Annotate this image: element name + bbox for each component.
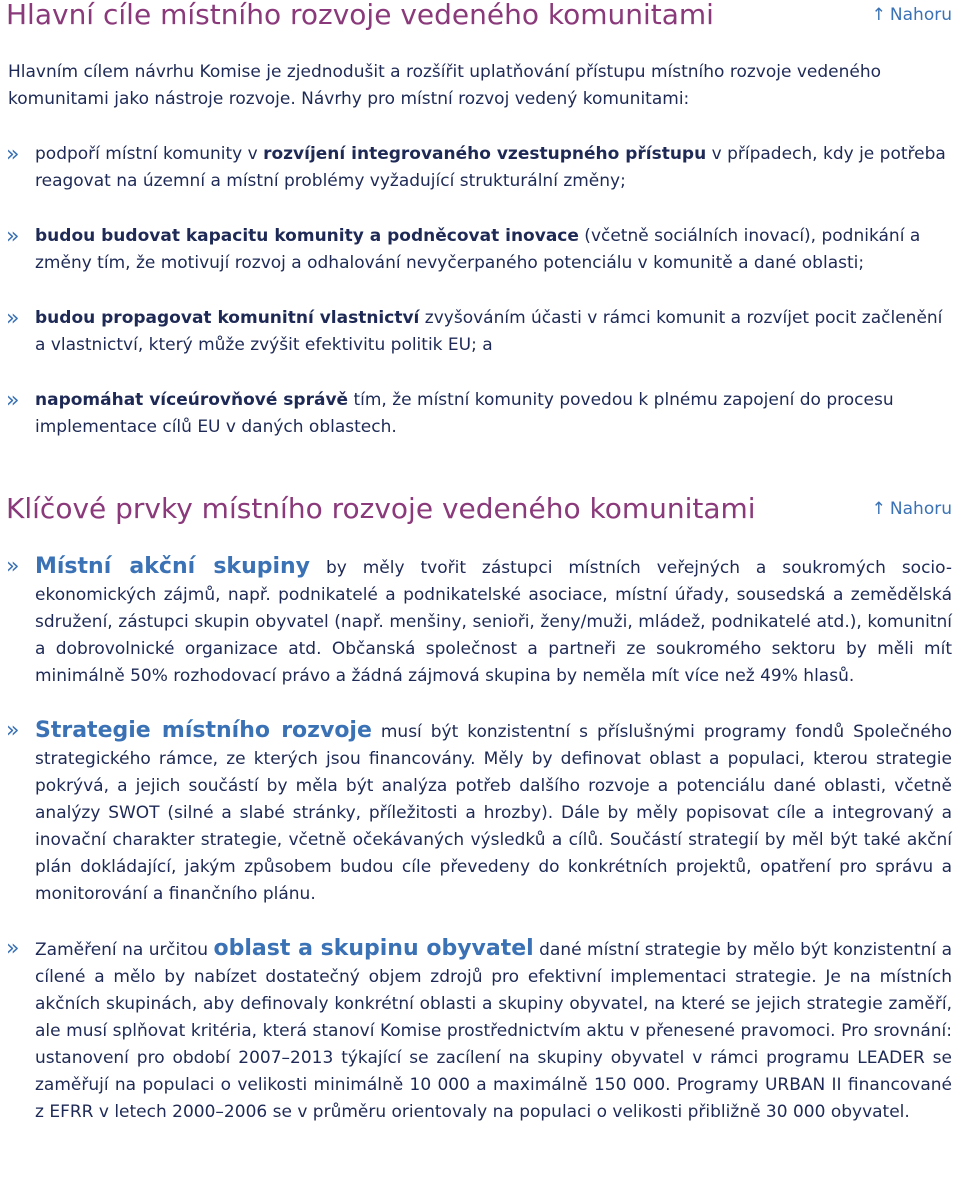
item-text: by měly tvořit zástupci místních veřejných a soukromých socio-ekonomických zájmů, např. podnikatelé a podnikatelské asociace, místní úřady, sousedská a zemědělská sdružení, zástupci skupin obyvatel (např. menšiny, senioři, ženy/muži, mládež, podnikatelé atd.), komunitní a dobrovolnické organizace atd. Občanská společnost a partneři ze soukromého sektoru by měli mít minimálně 50% rozhodovací právo a žádná zájmová skupina by neměla mít více než 49% hlasů. <box>35 558 952 686</box>
item-text: zvyšováním účasti v rámci komunit a rozvíjet pocit začlenění a vlastnictví, který může zvýšit efektivitu politik EU; a <box>35 308 943 355</box>
back-to-top-label: Nahoru <box>889 5 952 25</box>
back-to-top-label: Nahoru <box>889 499 952 519</box>
item-highlight: rozvíjení integrovaného vzestupného přístupu <box>263 144 707 164</box>
list-item <box>0 717 960 908</box>
section-header <box>0 494 960 528</box>
back-to-top-link[interactable] <box>872 498 952 520</box>
double-chevron-bullet-icon: » <box>6 142 20 167</box>
double-chevron-bullet-icon: » <box>6 936 20 961</box>
back-to-top-link[interactable] <box>872 4 952 26</box>
list-item <box>0 305 960 359</box>
intro-paragraph: Hlavním cílem návrhu Komise je zjednodušit a rozšířit uplatňování přístupu místního rozvoje vedeného komunitami jako nástroje rozvoje. Návrhy pro místní rozvoj vedený komunitami: <box>8 62 882 109</box>
double-chevron-bullet-icon: » <box>6 224 20 249</box>
list-item <box>0 223 960 277</box>
item-text: Zaměření na určitou <box>35 940 214 960</box>
item-text: dané místní strategie by mělo být konzistentní a cílené a mělo by nabízet dostatečný objem zdrojů pro efektivní implementaci strategie. Je na místních akčních skupinách, aby definovaly konkrétní oblasti a skupiny obyvatel, na které se jejich strategie zaměří, ale musí splňovat kritéria, která stanoví Komise prostřednictvím aktu v přenesené pravomoci. Pro srovnání: ustanovení pro období 2007–2013 týkající se zacílení na skupiny obyvatel v rámci programu LEADER se zaměřují na populaci o velikosti minimálně 10 000 a maximálně 150 000. Programy URBAN II financované z EFRR v letech 2000–2006 se v průměru orientovaly na populaci o velikosti přibližně 30 000 obyvatel. <box>35 940 952 1122</box>
item-text: musí být konzistentní s příslušnými programy fondů Společného strategického rámce, ze kterých jsou financovány. Měly by definovat oblast a populaci, kterou strategie pokrývá, a jejich součástí by měla být analýza potřeb dalšího rozvoje a potenciálu dané oblasti, včetně analýzy SWOT (silné a slabé stránky, příležitosti a hrozby). Dále by měly popisovat cíle a integrovaný a inovační charakter strategie, včetně očekávaných výsledků a cílů. Součástí strategií by měl být také akční plán dokládající, jakým způsobem budou cíle převedeny do konkrétních projektů, opatření pro správu a monitorování a finančního plánu. <box>35 722 952 904</box>
section-main-goals <box>0 0 960 441</box>
double-chevron-bullet-icon: » <box>6 306 20 331</box>
section-header <box>0 0 960 34</box>
section-title: Hlavní cíle místního rozvoje vedeného komunitami <box>6 0 714 31</box>
section-title: Klíčové prvky místního rozvoje vedeného komunitami <box>6 492 756 525</box>
list-item <box>0 387 960 441</box>
item-highlight: budou budovat kapacitu komunity a podněcovat inovace <box>35 226 579 246</box>
item-highlight: budou propagovat komunitní vlastnictví <box>35 308 420 328</box>
item-highlight: napomáhat víceúrovňové správě <box>35 390 349 410</box>
item-highlight: Místní akční skupiny <box>35 554 311 579</box>
list-item <box>0 553 960 690</box>
item-text: tím, že místní komunity povedou k plnému zapojení do procesu implementace cílů EU v daných oblastech. <box>35 390 894 437</box>
double-chevron-bullet-icon: » <box>6 388 20 413</box>
double-chevron-bullet-icon: » <box>6 718 20 743</box>
item-text: (včetně sociálních inovací), podnikání a změny tím, že motivují rozvoj a odhalování nevyčerpaného potenciálu v komunitě a dané oblasti; <box>35 226 921 273</box>
item-text: v případech, kdy je potřeba reagovat na územní a místní problémy vyžadující strukturální změny; <box>35 144 946 191</box>
double-chevron-bullet-icon: » <box>6 554 20 579</box>
list-item <box>0 935 960 1126</box>
section-key-elements <box>0 494 960 1126</box>
item-highlight: Strategie místního rozvoje <box>35 718 372 743</box>
list-item <box>0 141 960 195</box>
item-text: podpoří místní komunity v <box>35 144 264 164</box>
arrow-up-icon: ↑ <box>871 499 886 519</box>
item-highlight: oblast a skupinu obyvatel <box>213 936 534 961</box>
arrow-up-icon: ↑ <box>871 5 886 25</box>
